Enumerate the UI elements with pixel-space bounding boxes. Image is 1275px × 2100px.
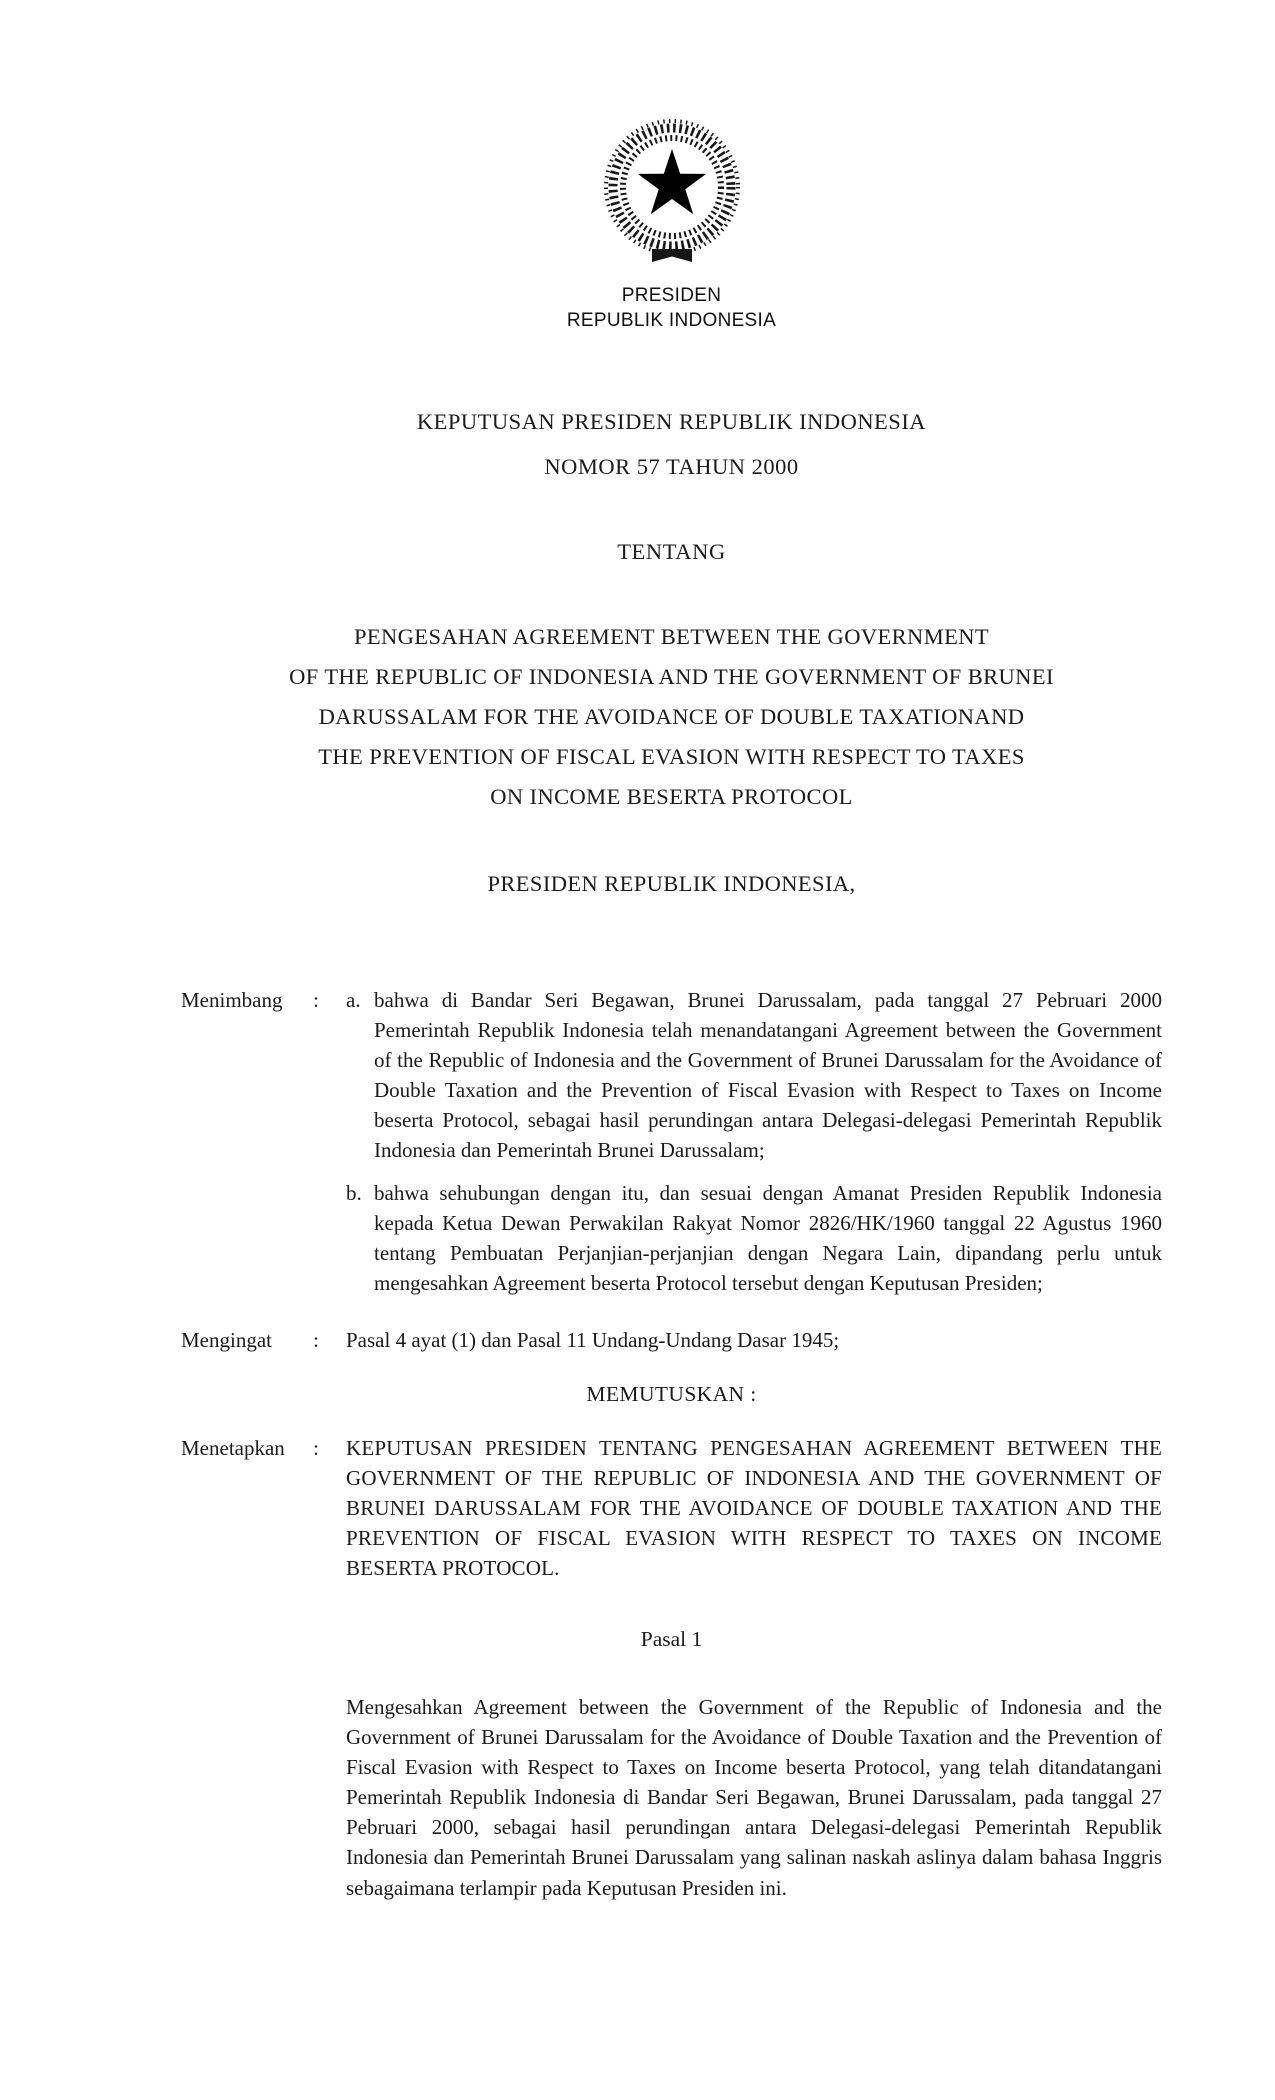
subject-heading (181, 617, 1162, 817)
list-item (346, 985, 1162, 1165)
mengingat-label-colon: : (313, 1328, 319, 1353)
memutuskan-heading: MEMUTUSKAN : (586, 1382, 757, 1407)
org-name-line1: PRESIDEN (621, 285, 722, 306)
menimbang-label-colon: : (313, 988, 319, 1013)
item-text: bahwa sehubungan dengan itu, dan sesuai dengan Amanat Presiden Republik Indonesia kepada Ketua Dewan Perwakilan Rakyat Nomor 2826/HK/1960 tanggal 22 Agustus 1960 tentang Pembuatan Perjanjian-perjanjian dengan Negara Lain, dipandang perlu untuk mengesahkan Agreement beserta Protocol tersebut dengan Keputusan Presiden; (374, 1181, 1162, 1296)
document-title-line1: KEPUTUSAN PRESIDEN REPUBLIK INDONESIA (416, 409, 927, 435)
item-marker: a. (346, 988, 361, 1013)
menetapkan-label-text: Menetapkan (181, 1436, 285, 1461)
menimbang-label (181, 985, 319, 1015)
section-menetapkan (181, 1433, 1162, 1583)
section-menimbang (181, 985, 1162, 1298)
subject-line: PENGESAHAN AGREEMENT BETWEEN THE GOVERNMENT (353, 624, 990, 650)
presidential-seal-icon (597, 112, 747, 266)
tentang-heading: TENTANG (617, 539, 726, 565)
item-marker: b. (346, 1181, 362, 1206)
salutation: PRESIDEN REPUBLIK INDONESIA, (487, 871, 856, 897)
menimbang-items (346, 985, 1162, 1298)
subject-line: OF THE REPUBLIC OF INDONESIA AND THE GOVERNMENT OF BRUNEI (289, 664, 1054, 690)
subject-line: DARUSSALAM FOR THE AVOIDANCE OF DOUBLE TAXATIONAND (318, 704, 1025, 730)
mengingat-text: Pasal 4 ayat (1) dan Pasal 11 Undang-Undang Dasar 1945; (346, 1328, 840, 1353)
document-title (181, 399, 1162, 489)
document-title-line2: NOMOR 57 TAHUN 2000 (544, 454, 799, 480)
document-content (181, 112, 1162, 1903)
menimbang-label-text: Menimbang (181, 988, 283, 1013)
letterhead (181, 112, 1162, 333)
org-name (181, 283, 1162, 333)
pasal1-body: Mengesahkan Agreement between the Government of the Republic of Indonesia and the Government of Brunei Darussalam for the Avoidance of Double Taxation and the Prevention of Fiscal Evasion with Respect to Taxes on Income beserta Protocol, yang telah ditandatangani Pemerintah Republik Indonesia di Bandar Seri Begawan, Brunei Darussalam, pada tanggal 27 Pebruari 2000, sebagai hasil perundingan antara Delegasi-delegasi Pemerintah Republik Indonesia dan Pemerintah Brunei Darussalam yang salinan naskah aslinya dalam bahasa Inggris sebagaimana terlampir pada Keputusan Presiden ini. (346, 1695, 1162, 1900)
mengingat-label-text: Mengingat (181, 1328, 272, 1353)
mengingat-label (181, 1325, 319, 1355)
menetapkan-label (181, 1433, 319, 1463)
subject-line: THE PREVENTION OF FISCAL EVASION WITH RESPECT TO TAXES (318, 744, 1025, 770)
list-item (346, 1178, 1162, 1298)
menetapkan-text: KEPUTUSAN PRESIDEN TENTANG PENGESAHAN AGREEMENT BETWEEN THE GOVERNMENT OF THE REPUBLIC OF INDONESIA AND THE GOVERNMENT OF BRUNEI DARUSSALAM FOR THE AVOIDANCE OF DOUBLE TAXATION AND THE PREVENTION OF FISCAL EVASION WITH RESPECT TO TAXES ON INCOME BESERTA PROTOCOL. (346, 1436, 1162, 1581)
section-mengingat (181, 1325, 1162, 1355)
menetapkan-label-colon: : (313, 1436, 319, 1461)
subject-line: ON INCOME BESERTA PROTOCOL (490, 784, 853, 810)
pasal1-heading: Pasal 1 (640, 1627, 703, 1652)
item-text: bahwa di Bandar Seri Begawan, Brunei Darussalam, pada tanggal 27 Pebruari 2000 Pemerintah Republik Indonesia telah menandatangani Agreement between the Government of the Republic of Indonesia and the Government of Brunei Darussalam for the Avoidance of Double Taxation and the Prevention of Fiscal Evasion with Respect to Taxes on Income beserta Protocol, sebagai hasil perundingan antara Delegasi-delegasi Pemerintah Republik Indonesia dan Pemerintah Brunei Darussalam; (374, 988, 1162, 1163)
org-name-line2: REPUBLIK INDONESIA (566, 310, 777, 332)
